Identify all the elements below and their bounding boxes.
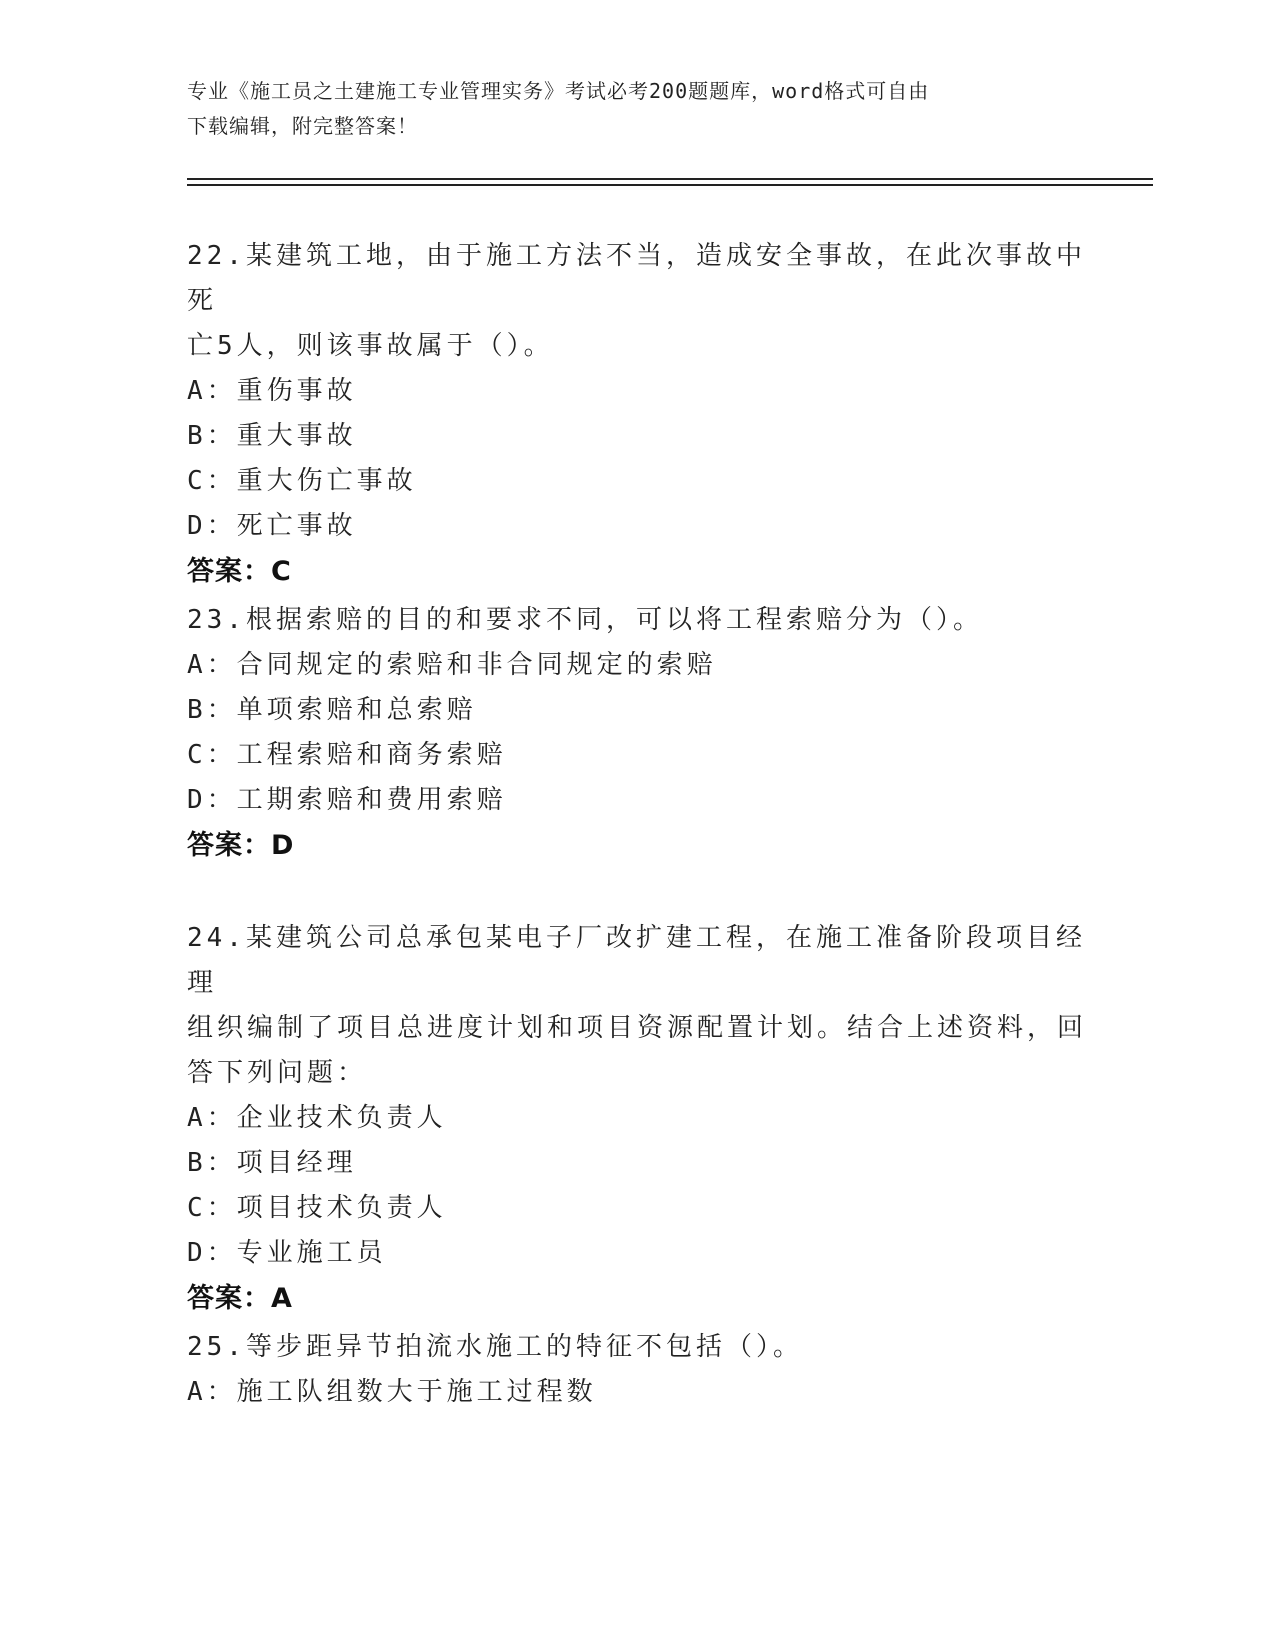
option-c: C：重大伤亡事故	[187, 466, 417, 496]
option-a: A：重伤事故	[187, 376, 357, 406]
option-d: D：工期索赔和费用索赔	[187, 785, 507, 815]
answer: 答案：C	[187, 556, 292, 587]
document-header	[187, 74, 1087, 144]
question-22	[187, 234, 1087, 595]
header-line-2: 下载编辑，附完整答案！	[187, 114, 418, 138]
option-a: A：企业技术负责人	[187, 1103, 447, 1133]
question-text-line: 亡5人，则该事故属于（）。	[187, 331, 554, 361]
option-a: A：合同规定的索赔和非合同规定的索赔	[187, 650, 717, 680]
question-text-line: 22.某建筑工地，由于施工方法不当，造成安全事故，在此次事故中死	[187, 241, 1086, 316]
header-divider-top	[187, 178, 1153, 180]
option-b: B：项目经理	[187, 1148, 357, 1178]
question-text-line: 23.根据索赔的目的和要求不同，可以将工程索赔分为（）。	[187, 605, 983, 635]
question-text-line: 25.等步距异节拍流水施工的特征不包括（）。	[187, 1332, 803, 1362]
header-line-1: 专业《施工员之土建施工专业管理实务》考试必考200题题库，word格式可自由	[187, 79, 930, 103]
question-25	[187, 1325, 1087, 1415]
option-d: D：死亡事故	[187, 511, 357, 541]
option-d: D：专业施工员	[187, 1238, 387, 1268]
header-divider-bottom	[187, 184, 1153, 186]
answer: 答案：A	[187, 1283, 293, 1314]
question-text-line: 组织编制了项目总进度计划和项目资源配置计划。结合上述资料，回	[187, 1013, 1088, 1043]
question-text-line: 24.某建筑公司总承包某电子厂改扩建工程，在施工准备阶段项目经理	[187, 923, 1086, 998]
question-text-line: 答下列问题：	[187, 1058, 368, 1088]
option-c: C：项目技术负责人	[187, 1193, 447, 1223]
answer: 答案：D	[187, 830, 295, 861]
question-24	[187, 916, 1087, 1322]
option-b: B：单项索赔和总索赔	[187, 695, 477, 725]
option-b: B：重大事故	[187, 421, 357, 451]
option-a: A：施工队组数大于施工过程数	[187, 1377, 597, 1407]
option-c: C：工程索赔和商务索赔	[187, 740, 507, 770]
question-23	[187, 598, 1087, 869]
